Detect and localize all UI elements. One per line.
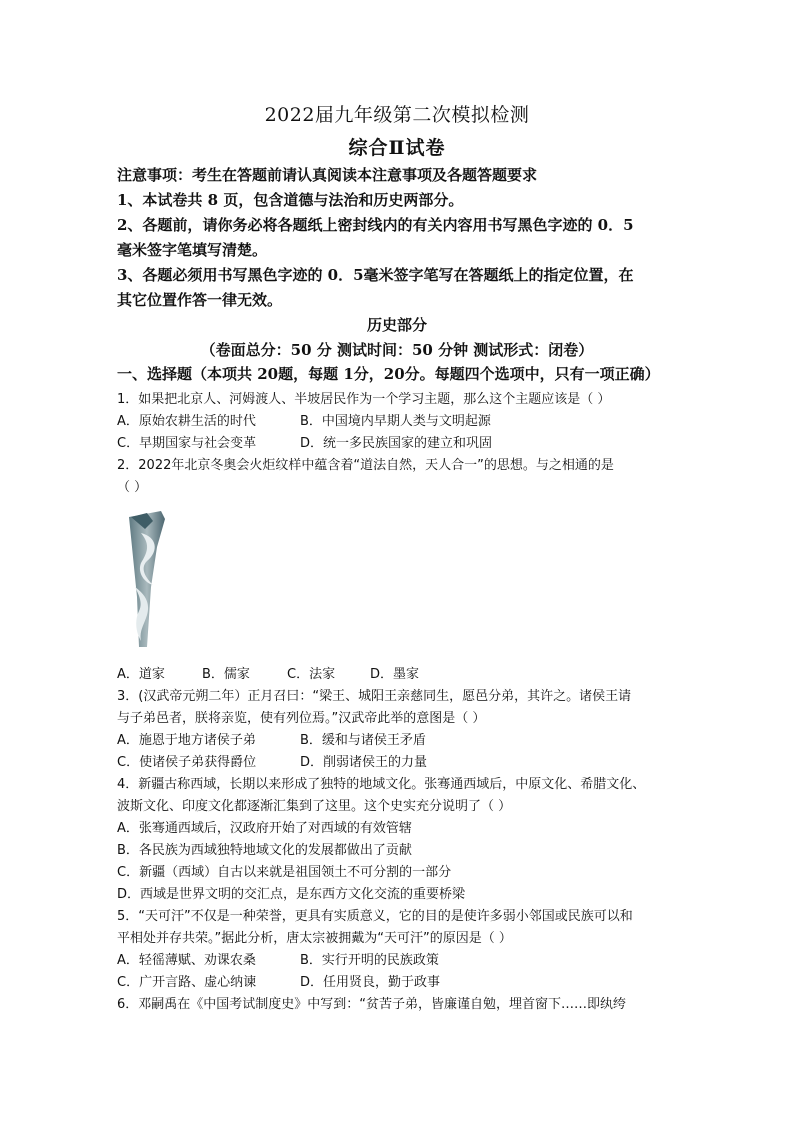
q2-option-a: A．道家: [117, 667, 165, 682]
q5-stem-line2: 平相处并存共荣。”据此分析，唐太宗被拥戴为“天可汗”的原因是（ ）: [117, 931, 512, 946]
q4-stem-line2: 波斯文化、印度文化都逐渐汇集到了这里。这个史实充分说明了（ ）: [117, 799, 512, 814]
q3-option-d: D．削弱诸侯王的力量: [300, 755, 428, 770]
notice-item-2-line1: 2、各题前，请你务必将各题纸上密封线内的有关内容用书写黑色字迹的 0．5: [117, 216, 634, 234]
q1-option-c: C．早期国家与社会变革: [117, 436, 257, 451]
notice-item-1: 1、本试卷共 8 页，包含道德与法治和历史两部分。: [117, 191, 464, 209]
q3-option-c: C．使诸侯子弟获得爵位: [117, 755, 257, 770]
q4-option-d: D．西域是世界文明的交汇点，是东西方文化交流的重要桥梁: [117, 887, 466, 902]
q5-option-a: A．轻徭薄赋、劝课农桑: [117, 953, 256, 968]
q1-option-d: D．统一多民族国家的建立和巩固: [300, 436, 493, 451]
q4-option-b: B．各民族为西域独特地域文化的发展都做出了贡献: [117, 843, 412, 858]
q5-option-b: B．实行开明的民族政策: [300, 953, 439, 968]
q2-option-d: D．墨家: [370, 667, 420, 682]
q2-option-b: B．儒家: [202, 667, 250, 682]
q5-stem-line1: 5．“天可汗”不仅是一种荣誉，更具有实质意义，它的目的是使许多弱小邻国或民族可以和: [117, 909, 633, 924]
q3-option-a: A．施恩于地方诸侯子弟: [117, 733, 256, 748]
q5-option-d: D．任用贤良，勤于政事: [300, 975, 441, 990]
notice-item-3-line2: 其它位置作答一律无效。: [117, 291, 283, 309]
q6-stem-line1: 6．邓嗣禹在《中国考试制度史》中写到：“贫苦子弟，皆廉谨自勉，埋首窗下……即纨绔: [117, 997, 627, 1012]
q2-stem-line1: 2．2022年北京冬奥会火炬纹样中蕴含着“道法自然，天人合一”的思想。与之相通的是: [117, 458, 614, 473]
q1-stem: 1．如果把北京人、河姆渡人、半坡居民作为一个学习主题，那么这个主题应该是（ ）: [117, 392, 611, 407]
q2-stem-line2: （ ）: [117, 480, 148, 495]
q1-option-a: A．原始农耕生活的时代: [117, 414, 256, 429]
q2-option-c: C．法家: [287, 667, 336, 682]
notice-item-2-line2: 毫米签字笔填写清楚。: [117, 241, 268, 259]
olympic-torch-image: [117, 507, 177, 653]
notice-heading: 注意事项：考生在答题前请认真阅读本注意事项及各题答题要求: [117, 166, 538, 184]
history-heading: 历史部分: [366, 316, 427, 334]
notice-item-3-line1: 3、各题必须用书写黑色字迹的 0．5毫米签字笔写在答题纸上的指定位置，在: [117, 266, 634, 284]
q3-stem-line2: 与子弟邑者，朕将亲览，使有列位焉。”汉武帝此举的意图是（ ）: [117, 711, 486, 726]
q1-option-b: B．中国境内早期人类与文明起源: [300, 414, 491, 429]
exam-title: 2022届九年级第二次模拟检测: [264, 104, 530, 126]
q3-stem-line1: 3．(汉武帝元朔二年）正月召曰：“梁王、城阳王亲慈同生，愿邑分弟，其许之。诸侯王请: [117, 689, 632, 704]
section-1-heading: 一、选择题（本项共 20题，每题 1分，20分。每题四个选项中，只有一项正确）: [117, 365, 660, 383]
q5-option-c: C．广开言路、虚心纳谏: [117, 975, 257, 990]
q3-option-b: B．缓和与诸侯王矛盾: [300, 733, 426, 748]
exam-subtitle: 综合Ⅱ试卷: [348, 137, 446, 159]
q4-stem-line1: 4．新疆古称西域，长期以来形成了独特的地域文化。张骞通西域后，中原文化、希腊文化、: [117, 777, 646, 792]
history-meta: （卷面总分：50 分 测试时间：50 分钟 测试形式：闭卷）: [200, 341, 594, 359]
q4-option-a: A．张骞通西域后，汉政府开始了对西域的有效管辖: [117, 821, 412, 836]
q4-option-c: C．新疆（西域）自古以来就是祖国领土不可分割的一部分: [117, 865, 452, 880]
